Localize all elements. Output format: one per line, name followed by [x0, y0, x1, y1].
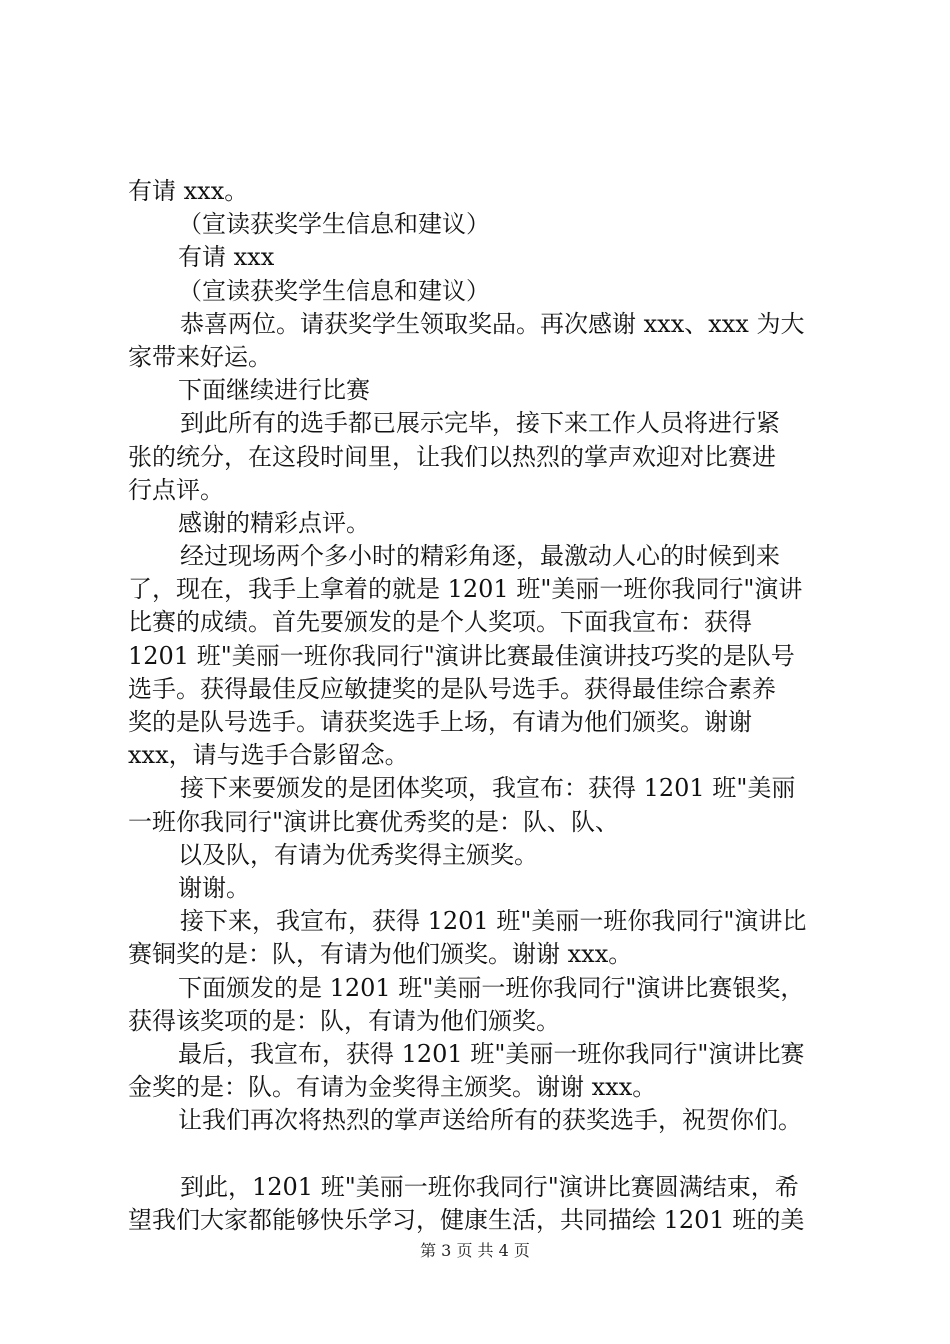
text-line: 下面颁发的是 1201 班"美丽一班你我同行"演讲比赛银奖， [178, 973, 805, 1002]
text-line: 感谢的精彩点评。 [178, 508, 370, 537]
text-line: 有请 xxx。 [128, 177, 249, 205]
text-line: 赛铜奖的是：队，有请为他们颁奖。谢谢 xxx。 [128, 940, 633, 969]
text-line: 张的统分，在这段时间里，让我们以热烈的掌声欢迎对比赛进 [128, 442, 776, 471]
text-line: （宣读获奖学生信息和建议） [178, 210, 490, 239]
text-line: 经过现场两个多小时的精彩角逐，最激动人心的时候到来 [180, 542, 780, 571]
page-footer: 第 3 页 共 4 页 [420, 1241, 530, 1260]
text-line: 接下来要颁发的是团体奖项，我宣布：获得 1201 班"美丽 [180, 774, 796, 803]
text-line: 以及队，有请为优秀奖得主颁奖。 [178, 840, 538, 869]
text-line: 一班你我同行"演讲比赛优秀奖的是：队、队、 [128, 807, 620, 836]
text-line: 比赛的成绩。首先要颁发的是个人奖项。下面我宣布：获得 [128, 608, 752, 637]
text-line: （宣读获奖学生信息和建议） [178, 276, 490, 305]
text-line: 金奖的是：队。有请为金奖得主颁奖。谢谢 xxx。 [128, 1073, 657, 1102]
text-line: 奖的是队号选手。请获奖选手上场，有请为他们颁奖。谢谢 [128, 708, 752, 736]
text-line: 到此，1201 班"美丽一班你我同行"演讲比赛圆满结束，希 [180, 1172, 799, 1201]
text-line: 让我们再次将热烈的掌声送给所有的获奖选手，祝贺你们。 [178, 1106, 802, 1135]
text-line: 有请 xxx [178, 243, 275, 272]
text-line: 望我们大家都能够快乐学习，健康生活，共同描绘 1201 班的美 [128, 1205, 805, 1234]
text-line [128, 1137, 840, 1170]
text-line: 恭喜两位。请获奖学生领取奖品。再次感谢 xxx、xxx 为大 [180, 309, 805, 338]
text-line: 接下来，我宣布，获得 1201 班"美丽一班你我同行"演讲比 [180, 907, 807, 936]
text-line: 选手。获得最佳反应敏捷奖的是队号选手。获得最佳综合素养 [128, 674, 776, 703]
document-body [128, 175, 840, 1237]
text-line: 行点评。 [128, 475, 224, 504]
text-line: 最后，我宣布，获得 1201 班"美丽一班你我同行"演讲比赛 [178, 1039, 805, 1068]
text-line: 获得该奖项的是：队，有请为他们颁奖。 [128, 1006, 560, 1035]
text-line: 家带来好运。 [128, 342, 272, 371]
text-line: 下面继续进行比赛 [178, 376, 370, 405]
text-line: 1201 班"美丽一班你我同行"演讲比赛最佳演讲技巧奖的是队号 [128, 641, 795, 670]
text-line: 谢谢。 [178, 873, 250, 902]
text-line: 了，现在，我手上拿着的就是 1201 班"美丽一班你我同行"演讲 [128, 575, 803, 604]
text-line: xxx，请与选手合影留念。 [128, 741, 409, 770]
text-line: 到此所有的选手都已展示完毕，接下来工作人员将进行紧 [180, 409, 780, 438]
